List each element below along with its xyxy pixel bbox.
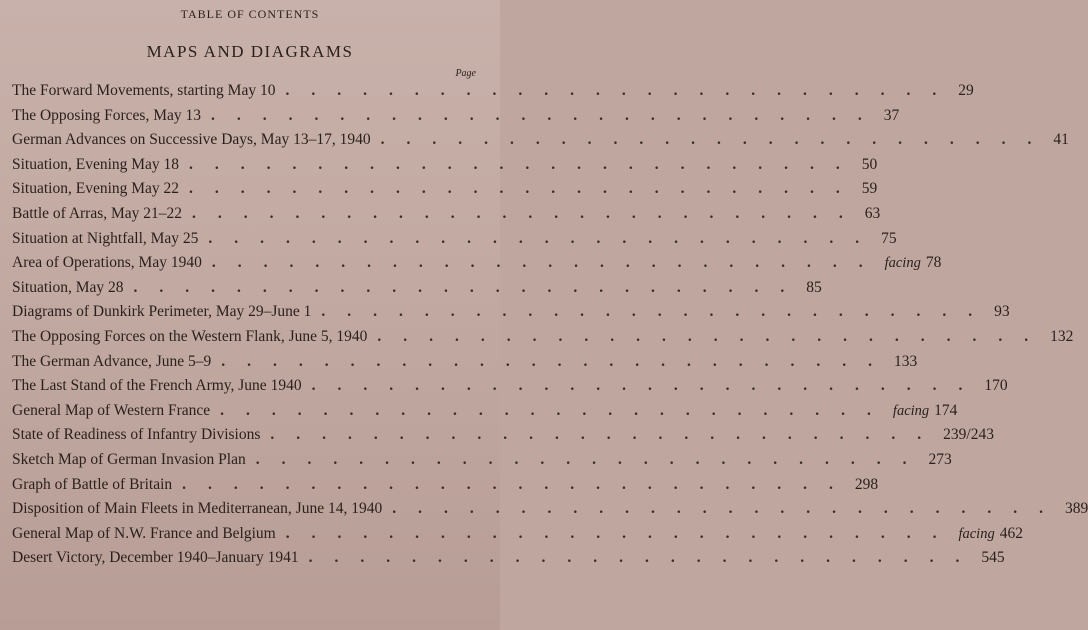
dot-leader: .......................... (189, 180, 862, 198)
facing-label: facing (958, 525, 995, 542)
contents-entry (12, 377, 1008, 397)
entry-title: Graph of Battle of Britain (12, 475, 173, 493)
entry-title: Situation, May 28 (12, 278, 124, 296)
entry-title: The Opposing Forces, May 13 (12, 106, 201, 124)
dot-leader: .......................... (270, 426, 944, 444)
dot-leader: .......................... (321, 303, 995, 321)
dot-leader: .......................... (189, 155, 862, 173)
entry-title: The Opposing Forces on the Western Flank, June 5, 1940 (12, 328, 368, 345)
contents-entry (12, 254, 942, 274)
dot-leader: .......................... (377, 328, 1051, 345)
entry-title: Area of Operations, May 1940 (12, 254, 202, 272)
entry-title: Battle of Arras, May 21–22 (12, 205, 183, 222)
page-number: 75 (881, 229, 897, 247)
dot-leader: .......................... (255, 451, 929, 468)
contents-entry (12, 155, 878, 176)
contents-entry (12, 524, 1023, 545)
dot-leader: .......................... (211, 254, 885, 272)
entry-title: Sketch Map of German Invasion Plan (12, 451, 246, 468)
entry-title: Diagrams of Dunkirk Perimeter, May 29–June 1 (12, 303, 312, 321)
page-number: 93 (994, 303, 1010, 321)
page-number: 59 (861, 180, 878, 198)
entry-title: The Forward Movements, starting May 10 (12, 82, 276, 99)
facing-label: facing (884, 255, 921, 272)
dot-leader: .......................... (133, 278, 807, 296)
entry-title: General Map of Western France (12, 401, 211, 419)
page-number: 78 (925, 254, 942, 272)
entry-title: German Advances on Successive Days, May 13–17, 1940 (12, 131, 371, 149)
dot-leader: .......................... (380, 131, 1054, 149)
page-number: 545 (981, 549, 1005, 567)
entry-title: The German Advance, June 5–9 (12, 352, 212, 370)
running-head: TABLE OF CONTENTS (180, 7, 320, 21)
contents-entry (12, 549, 1005, 569)
contents-entry (12, 303, 1010, 323)
contents-entry (12, 278, 822, 299)
dot-leader: .......................... (285, 524, 959, 542)
entry-title: Disposition of Main Fleets in Mediterranean, June 14, 1940 (12, 500, 383, 518)
page-number: 133 (894, 352, 918, 370)
dot-leader: .......................... (392, 500, 1065, 518)
page-number: 273 (928, 451, 952, 468)
page-number: 174 (934, 401, 958, 419)
facing-label: facing (892, 402, 930, 419)
contents-entry (12, 475, 879, 496)
entry-title: The Last Stand of the French Army, June 1940 (12, 377, 302, 395)
contents-entry (12, 500, 1088, 520)
page-number: 37 (883, 106, 900, 124)
contents-entry (12, 401, 958, 422)
entry-title: Situation, Evening May 18 (12, 155, 180, 173)
dot-leader: .......................... (182, 475, 855, 493)
dot-leader: .......................... (308, 549, 982, 567)
dot-leader: .......................... (221, 352, 895, 370)
dot-leader: .......................... (208, 229, 882, 247)
contents-entry (12, 131, 1069, 151)
dot-leader: .......................... (192, 205, 865, 222)
contents-entry (12, 451, 952, 471)
section-title: MAPS AND DIAGRAMS (146, 42, 354, 61)
contents-entry (12, 82, 974, 102)
page-number: 170 (984, 377, 1008, 395)
entry-title: State of Readiness of Infantry Divisions (12, 426, 261, 444)
page-number: 50 (861, 155, 878, 173)
page-number: 41 (1053, 131, 1069, 149)
contents-entry (12, 352, 918, 373)
entry-title: Situation, Evening May 22 (12, 180, 180, 198)
contents-entry (12, 205, 881, 225)
entry-title: Desert Victory, December 1940–January 1941 (12, 549, 299, 567)
contents-entry (12, 180, 878, 200)
contents-entry (12, 426, 994, 446)
dot-leader: .......................... (211, 106, 884, 124)
dot-leader: .......................... (285, 82, 959, 99)
contents-entry (12, 106, 900, 127)
entry-title: Situation at Nightfall, May 25 (12, 229, 199, 247)
page-number: 462 (999, 524, 1023, 542)
contents-entry (12, 229, 897, 250)
page-column-label: Page (455, 68, 476, 79)
page-number: 239/243 (943, 426, 994, 444)
page-number: 389 (1064, 500, 1088, 518)
page-number: 85 (806, 278, 822, 296)
dot-leader: .......................... (311, 377, 985, 395)
page-number: 132 (1050, 328, 1074, 345)
page-number: 29 (958, 82, 974, 99)
page-number: 63 (864, 205, 881, 222)
page-number: 298 (854, 475, 879, 493)
dot-leader: .......................... (220, 401, 893, 419)
entry-title: General Map of N.W. France and Belgium (12, 524, 276, 542)
contents-entry (12, 328, 1074, 348)
